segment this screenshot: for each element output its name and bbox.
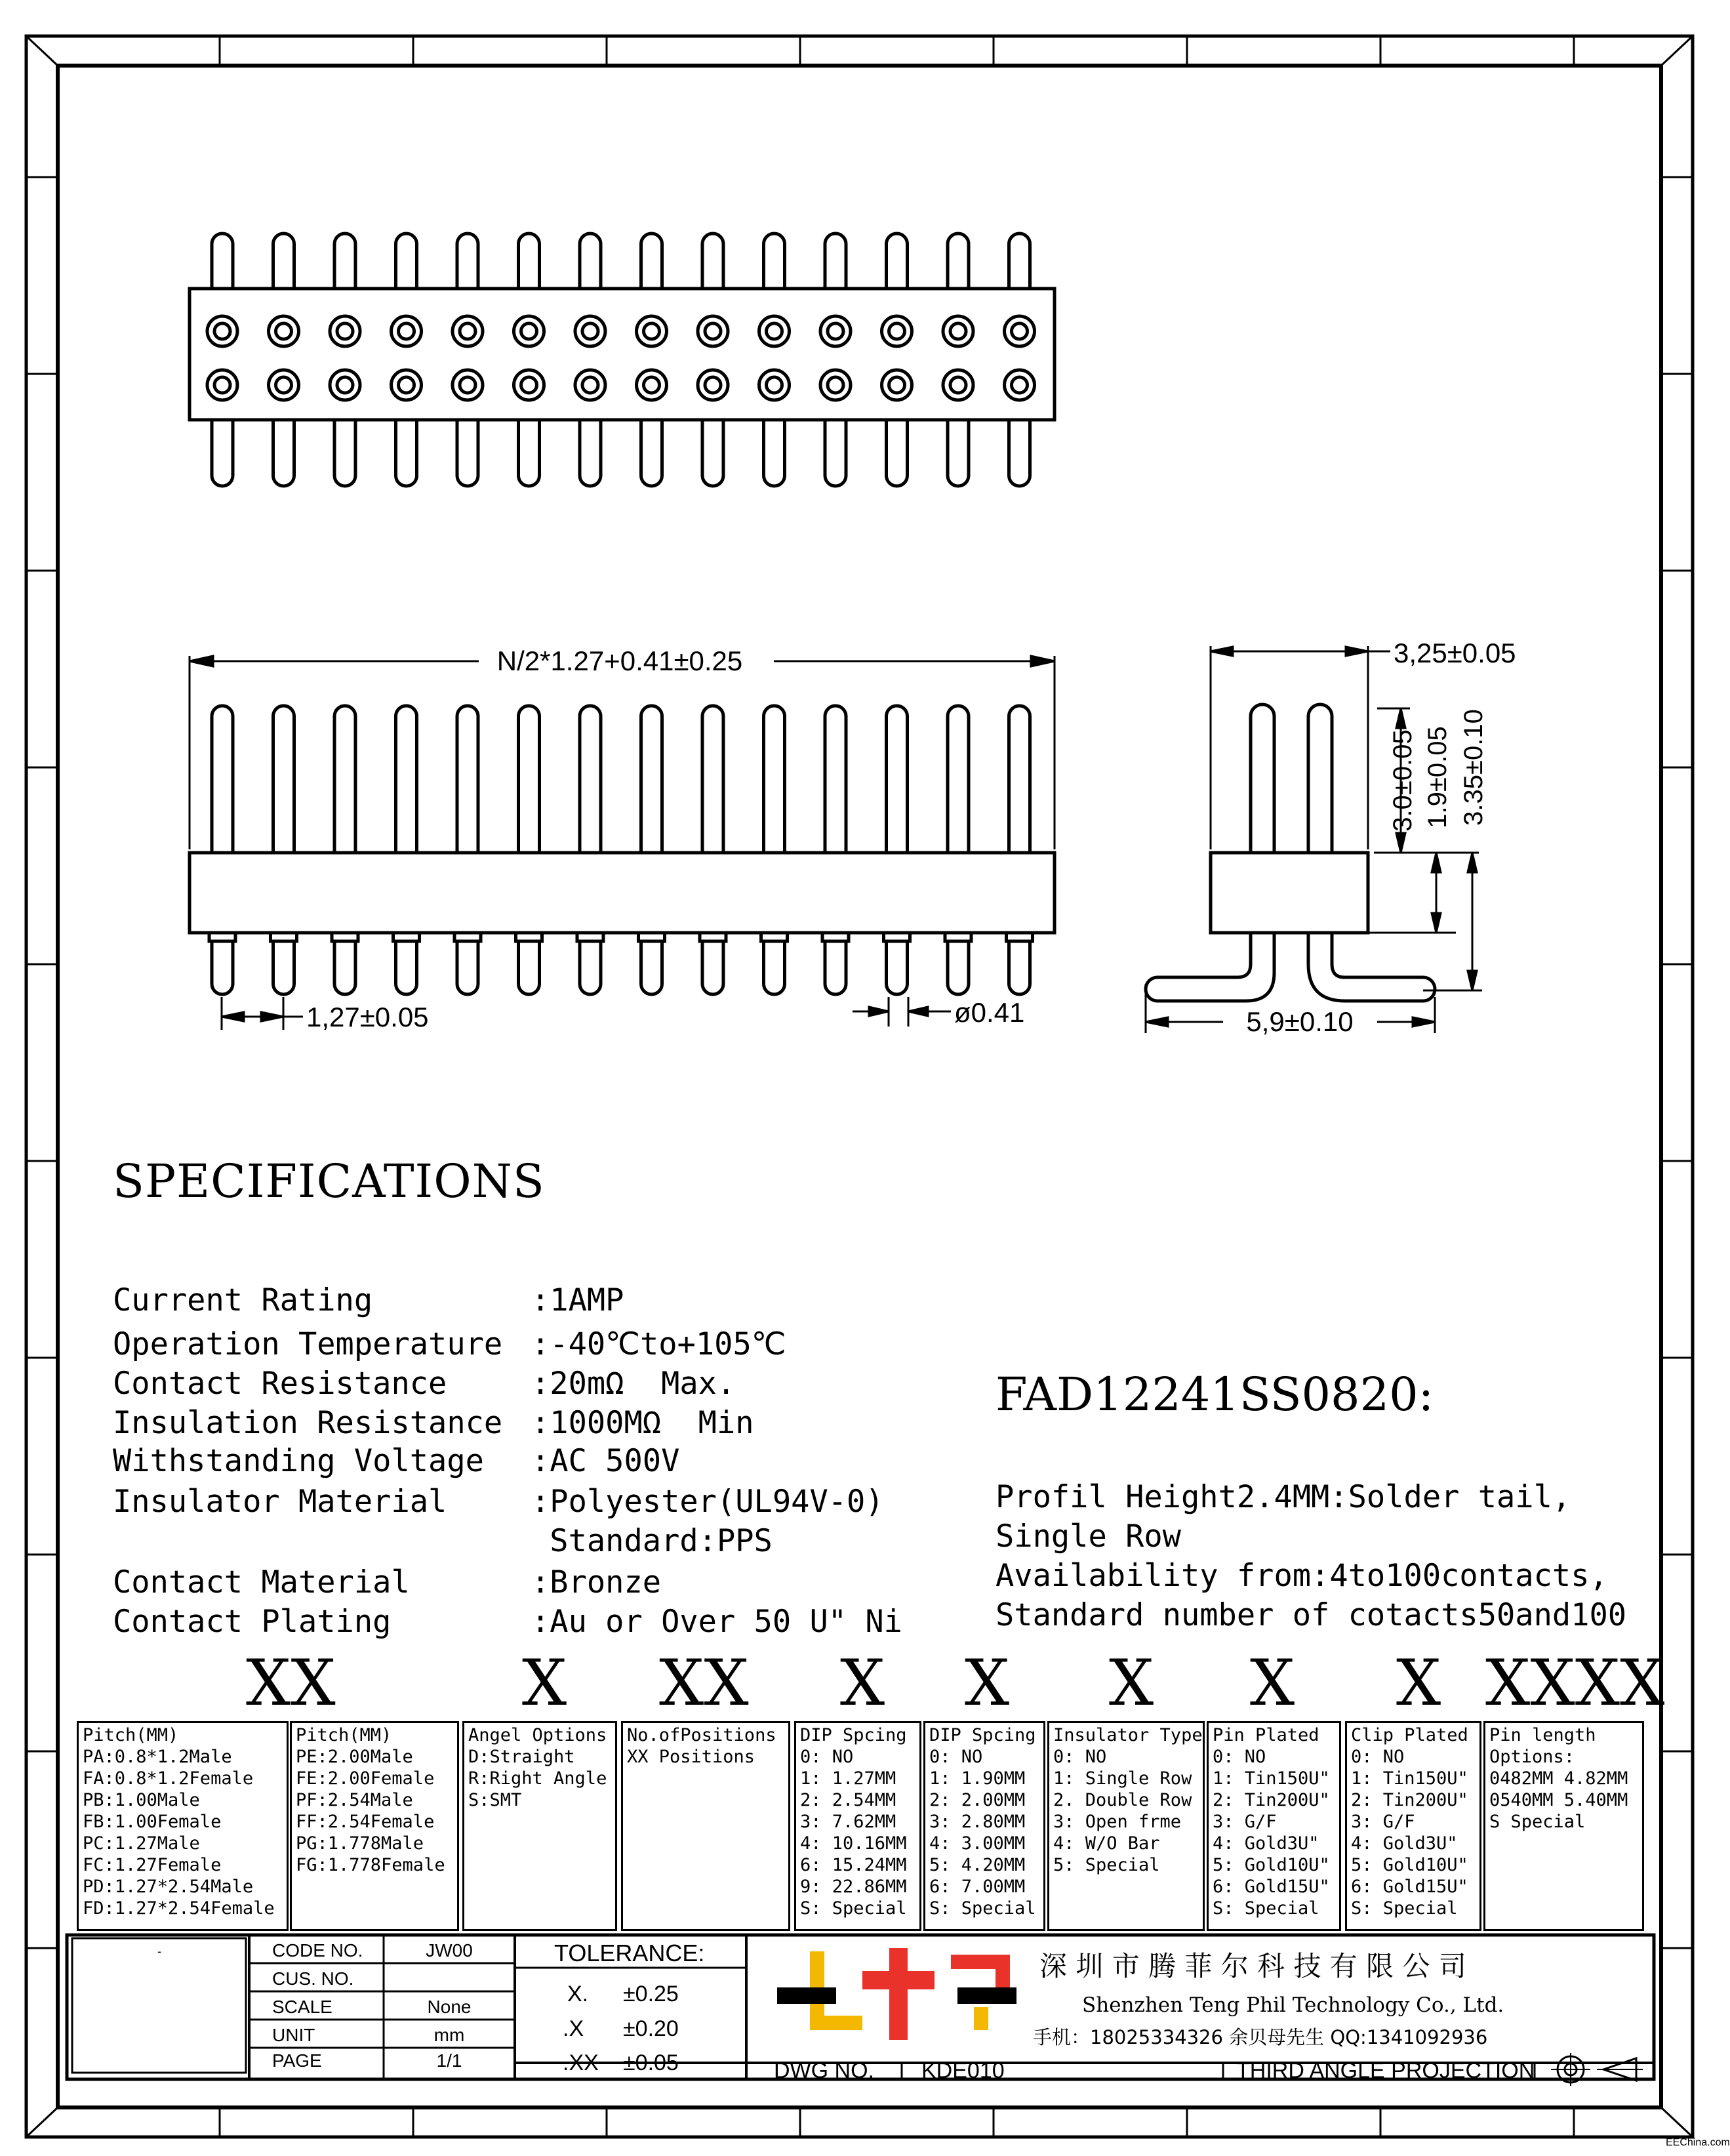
tol-value: ±0.05: [623, 2050, 679, 2075]
company-name-cn: 深 圳 市 腾 菲 尔 科 技 有 限 公 司: [1039, 1950, 1466, 1982]
spec-label: Insulator Material: [113, 1484, 447, 1520]
company-logo: [777, 1945, 1026, 2050]
option-box-positions: No.ofPositions XX Positions: [621, 1721, 790, 1931]
part-number: FAD12241SS0820:: [996, 1368, 1434, 1421]
tol-key: .XX: [563, 2050, 599, 2075]
specifications-title: SPECIFICATIONS: [113, 1154, 545, 1208]
tol-value: ±0.25: [623, 1981, 679, 2006]
option-box-pitch-b: Pitch(MM) PE:2.00Male FE:2.00Female PF:2.54Male FF:2.54Female PG:1.778Male FG:1.778Female: [290, 1721, 459, 1931]
spec-value: :Au or Over 50 U" Ni: [531, 1604, 902, 1640]
option-box-pin-plated: Pin Plated 0: NO 1: Tin150U" 2: Tin200U" 3: G/F 4: Gold3U" 5: Gold10U" 6: Gold15U" S: Special: [1207, 1721, 1341, 1931]
projection-label: THIRD ANGLE PROJECTION: [1236, 2058, 1535, 2083]
company-name-en: Shenzhen Teng Phil Technology Co., Ltd.: [1082, 1993, 1504, 2017]
spec-value: :1000MΩ Min: [531, 1405, 754, 1441]
code-letter-dip2: X: [964, 1646, 1010, 1720]
company-contact: 手机：18025334326 余贝母先生 QQ:1341092936: [1033, 2025, 1488, 2048]
spec-value: :-40℃to+105℃: [531, 1326, 786, 1362]
spec-value: :AC 500V: [531, 1443, 680, 1479]
dim-pin-diameter: ø0.41: [954, 997, 1025, 1028]
spec-label: Insulation Resistance: [113, 1405, 503, 1441]
watermark: EEChina.com: [1666, 2137, 1730, 2148]
dim-335: 3.35±0.10: [1459, 709, 1488, 826]
dim-overall: N/2*1.27+0.41±0.25: [496, 645, 743, 676]
cus-no-value: [384, 1967, 515, 1991]
spec-label: Withstanding Voltage: [113, 1443, 484, 1479]
spec-value: :20mΩ Max.: [531, 1366, 736, 1402]
dim-59: 5,9±0.10: [1246, 1006, 1354, 1037]
page-label: PAGE: [272, 2050, 322, 2071]
option-box-pitch-a: Pitch(MM) PA:0.8*1.2Male FA:0.8*1.2Female PB:1.00Male FB:1.00Female PC:1.27Male FC:1.27Female PD:1.27*2.54Male FD:1.27*2.54Female: [77, 1721, 289, 1931]
code-letter-pin-plated: X: [1249, 1646, 1295, 1720]
page-value: 1/1: [436, 2050, 462, 2071]
scale-label: SCALE: [272, 1997, 332, 2017]
small-mark: -: [157, 1944, 161, 1958]
option-box-angle: Angel Options D:Straight R:Right Angle S:SMT: [462, 1721, 617, 1931]
part-desc-line: Profil Height2.4MM:Solder tail,: [996, 1479, 1571, 1515]
tol-value: ±0.20: [623, 2016, 679, 2041]
code-letter-pitch: XX: [246, 1646, 336, 1720]
option-box-dip-2: DIP Spcing 0: NO 1: 1.90MM 2: 2.00MM 3: 2.80MM 4: 3.00MM 5: 4.20MM 6: 7.00MM S: Special: [923, 1721, 1045, 1931]
part-desc-line: Standard number of cotacts50and100: [996, 1597, 1627, 1633]
dim-30: 3.0±0.05: [1388, 729, 1417, 832]
code-letter-angle: X: [521, 1646, 567, 1720]
third-angle-projection-icon: [1548, 2053, 1646, 2086]
unit-value: mm: [433, 2025, 465, 2045]
tolerance-label: TOLERANCE:: [554, 1939, 705, 1966]
code-letter-dip1: X: [839, 1646, 885, 1720]
option-box-clip-plated: Clip Plated 0: NO 1: Tin150U" 2: Tin200U" 3: G/F 4: Gold3U" 5: Gold10U" 6: Gold15U" S: Special: [1345, 1721, 1481, 1931]
code-no-label: CODE NO.: [272, 1940, 363, 1961]
dim-19: 1.9±0.05: [1423, 726, 1452, 828]
part-desc-line: Availability from:4to100contacts,: [996, 1558, 1608, 1594]
option-box-insulator: Insulator Type 0: NO 1: Single Row 2. Double Row 3: Open frme 4: W/O Bar 5: Special: [1047, 1721, 1205, 1931]
spec-value: Standard:PPS: [531, 1523, 773, 1559]
spec-value: :1AMP: [531, 1282, 624, 1318]
scale-value: None: [427, 1997, 472, 2017]
dwg-no-label: DWG NO.: [774, 2058, 874, 2083]
spec-label: Operation Temperature: [113, 1326, 503, 1362]
spec-label: Current Rating: [113, 1282, 373, 1318]
part-desc-line: Single Row: [996, 1518, 1181, 1555]
unit-label: UNIT: [272, 2025, 315, 2045]
tol-key: .X: [563, 2016, 584, 2041]
spec-value: :Polyester(UL94V-0): [531, 1484, 884, 1520]
spec-label: Contact Plating: [113, 1604, 392, 1640]
code-letter-insulator: X: [1108, 1646, 1154, 1720]
spec-label: Contact Material: [113, 1564, 410, 1600]
code-no-value: JW00: [426, 1940, 473, 1961]
code-letter-clip-plated: X: [1396, 1646, 1441, 1720]
tol-key: X.: [567, 1981, 589, 2006]
dim-pitch: 1,27±0.05: [306, 1002, 429, 1032]
dwg-no-value: KDE010: [921, 2058, 1005, 2083]
cus-no-label: CUS. NO.: [272, 1968, 354, 1989]
option-box-dip-1: DIP Spcing 0: NO 1: 1.27MM 2: 2.54MM 3: 7.62MM 4: 10.16MM 6: 15.24MM 9: 22.86MM S: Special: [794, 1721, 921, 1931]
option-box-pin-length: Pin length Options: 0482MM 4.82MM 0540MM 5.40MM S Special: [1483, 1721, 1644, 1931]
code-letter-pin-length: XXXX: [1485, 1646, 1665, 1720]
spec-value: :Bronze: [531, 1564, 662, 1600]
dim-325: 3,25±0.05: [1394, 638, 1516, 668]
code-letter-positions: XX: [659, 1646, 749, 1720]
spec-label: Contact Resistance: [113, 1366, 447, 1402]
